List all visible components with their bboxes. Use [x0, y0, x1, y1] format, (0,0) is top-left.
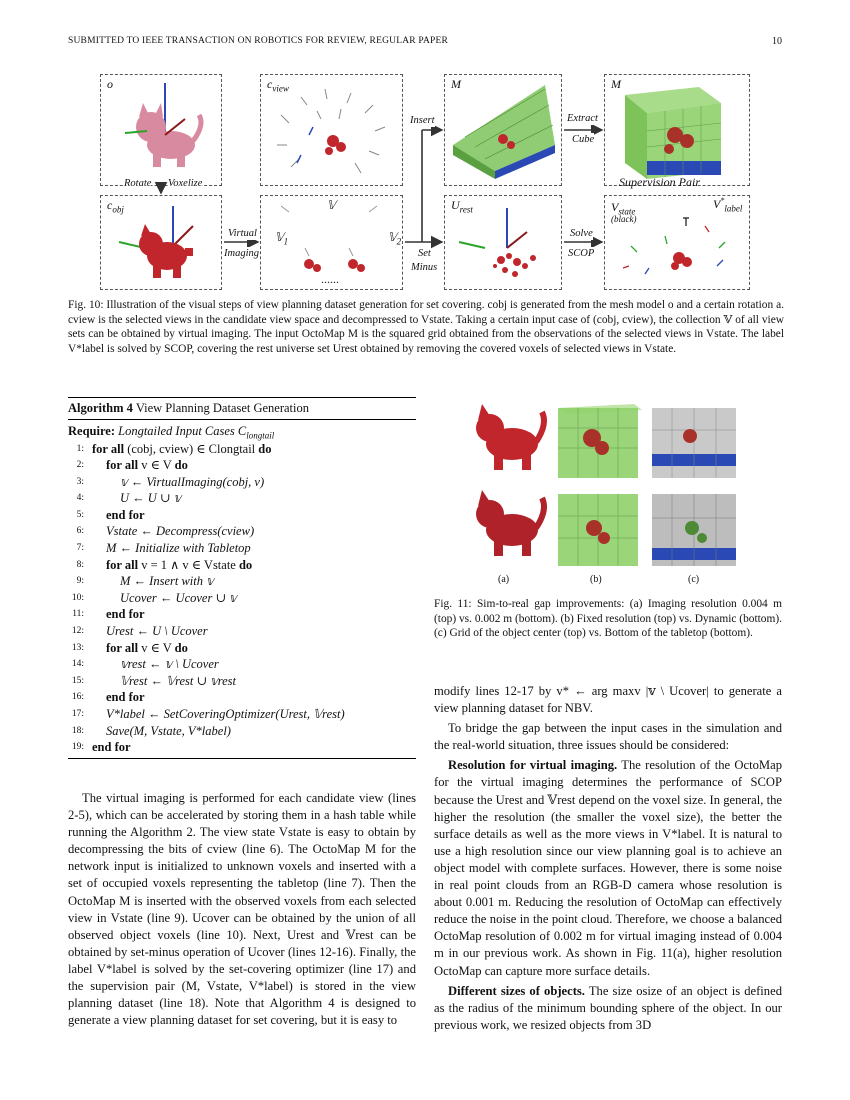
panel-label-m: M	[451, 77, 461, 91]
algorithm-line-number: 10:	[71, 592, 84, 603]
panel-label-vset: 𝕍	[327, 198, 336, 212]
panel-label-cview: $c_{view}$	[267, 77, 289, 94]
sim-to-real-image-grid	[466, 398, 756, 588]
algorithm-line-number: 19:	[71, 742, 84, 753]
algorithm-line	[68, 590, 416, 607]
algorithm-line-number: 6:	[76, 526, 84, 537]
figure-10	[100, 74, 750, 294]
algorithm-line-code: M ← Insert with 𝕧	[120, 574, 214, 589]
flow-label-extract: Extract	[567, 113, 598, 124]
algorithm-line-code: V*label ← SetCoveringOptimizer(Urest, 𝕍rest)	[106, 707, 345, 721]
flow-label-set: Set	[418, 248, 431, 259]
flow-label-voxelize: Voxelize	[168, 178, 203, 189]
fig11-label-c: (c)	[688, 574, 700, 585]
figure-11-caption: Fig. 11: Sim-to-real gap improvements: (a) Imaging resolution 0.004 m (top) vs. 0.002 m (bottom). (b) Fixed resolution (top) vs. Dynamic (bottom). (c) Grid of the object center (top) vs. Bottom of the tabletop (bottom).	[434, 598, 783, 639]
algorithm-line	[68, 490, 416, 507]
panel-label-m2: M	[611, 77, 621, 91]
flow-label-virtual: Virtual	[228, 228, 257, 239]
algorithm-line	[68, 623, 416, 640]
flow-label-insert: Insert	[410, 115, 435, 126]
flow-label-minus: Minus	[411, 262, 438, 273]
panel-label-cobj: $c_{obj}$	[107, 198, 124, 215]
algorithm-line-code: end for	[106, 690, 145, 705]
paragraph-nbv: modify lines 12-17 by v* ← arg maxv |𝕧 \ Ucover| to generate a view planning dataset for NBV.	[434, 684, 782, 716]
flow-label-scop: SCOP	[568, 248, 595, 259]
algorithm-line-number: 4:	[76, 493, 84, 504]
algorithm-line-number: 2:	[76, 460, 84, 471]
running-header: SUBMITTED TO IEEE TRANSACTION ON ROBOTICS FOR REVIEW, REGULAR PAPER	[68, 36, 449, 46]
algorithm-title: Algorithm 4 View Planning Dataset Generation	[68, 398, 416, 420]
algorithm-line	[68, 689, 416, 706]
algorithm-line-code: 𝕧 ← VirtualImaging(cobj, v)	[120, 474, 265, 489]
figure-10-caption: Fig. 10: Illustration of the visual steps of view planning dataset generation for set covering. cobj is generated from the mesh model o and a certain rotation a. cview is the selected views in the candidate view space and decompressed to Vstate. Taking a certain input case of (cobj, cview), the collection 𝕍 of all view sets can be obtained by virtual imaging. The input OctoMap M is the squared grid obtained from the observations of the selected views in Vstate. The label V*label is solved by SCOP, covering the rest universe set Urest obtained by removing the covered voxels of selected views in Vstate.	[68, 299, 784, 355]
algorithm-line-number: 12:	[71, 626, 84, 637]
algorithm-line-number: 8:	[76, 559, 84, 570]
algorithm-line-code: for all v ∈ V do	[106, 458, 188, 473]
algorithm-line	[68, 606, 416, 623]
algorithm-line-number: 16:	[71, 692, 84, 703]
red-cat-top	[476, 404, 544, 470]
algorithm-line-number: 3:	[76, 476, 84, 487]
algorithm-line-code: Urest ← U \ Ucover	[106, 624, 208, 639]
algorithm-line-number: 9:	[76, 576, 84, 587]
algorithm-line	[68, 739, 416, 756]
panel-label-urest: $U_{rest}$	[451, 198, 473, 215]
algorithm-line	[68, 723, 416, 740]
algorithm-line-code: end for	[106, 607, 145, 622]
paragraph-resolution: Resolution for virtual imaging. The resolution of the OctoMap for the virtual imaging determines the performance of SCOP because the Urest and 𝕍rest depend on the voxel size. In general, the higher the resolution (the smaller the voxel size), the better the surface details as well as the more views in V*label. It is natural to use a high resolution since our view planning goal is to achieve an object model with complete surfaces. However, there is some noise in real point clouds from an RGB-D camera whose resolution is about 0.001 m. Reducing the resolution of OctoMap can effectively reduce the noise in the point cloud. Therefore, we choose a balanced OctoMap resolution of 0.002 m for virtual imaging instead of 0.004 m in our previous work. As shown in Fig. 11(a), higher resolution OctoMap can capture more surface details.	[434, 758, 782, 978]
left-column-paragraph: The virtual imaging is performed for each candidate view (lines 2-5), which can be accelerated by storing them in a hash table while running the Algorithm 2. The view state Vstate is easy to obtain by decompressing the bits of cview (line 6). The OctoMap M for the network input is initialized to unknown voxels and inserted with a set of occupied voxels representing the tabletop (line 7). Then the OctoMap M is inserted with the observed voxels from each selected view in Vstate (line 9). Ucover can be obtained by the union of all observed object voxels (line 10). Next, Urest and 𝕍rest can be obtained by set-minus operation of Ucover (lines 12-16). Finally, the label V*label is solved by the set-covering optimizer (line 17) and the supervision pair (M, Vstate, V*label) is stored in the view planning dataset (line 18). Note that Algorithm 4 is designed to generate a view planning dataset for set covering, but it is easy to	[68, 791, 416, 1028]
flow-label-imaging: Imaging	[224, 248, 259, 259]
algorithm-line-code: for all (cobj, cview) ∈ Clongtail do	[92, 441, 272, 456]
algorithm-line-code: 𝕍rest ← 𝕍rest ∪ 𝕧rest	[120, 673, 236, 688]
algorithm-line-number: 15:	[71, 675, 84, 686]
algorithm-line	[68, 557, 416, 574]
algorithm-4	[68, 397, 416, 759]
flow-label-rotate: Rotate	[124, 178, 152, 189]
grey-grid-bottom	[652, 494, 736, 566]
algorithm-require: Require: Longtailed Input Cases $C_{longtail}$	[68, 424, 275, 441]
algorithm-line	[68, 474, 416, 491]
algorithm-line-number: 13:	[71, 642, 84, 653]
algorithm-line-number: 7:	[76, 543, 84, 554]
algorithm-line	[68, 457, 416, 474]
algorithm-line-number: 17:	[71, 709, 84, 719]
more-dots: ......	[321, 272, 339, 286]
algorithm-line-number: 18:	[71, 725, 84, 736]
algorithm-line	[68, 540, 416, 557]
algorithm-line-code: end for	[106, 507, 145, 522]
fig11-label-a: (a)	[498, 574, 510, 585]
algorithm-line-number: 1:	[76, 443, 84, 454]
algorithm-line	[68, 507, 416, 524]
algorithm-lines	[68, 441, 416, 756]
algorithm-line-number: 11:	[72, 609, 84, 620]
black-note: (black)	[611, 214, 637, 224]
algorithm-line-code: for all v ∈ V do	[106, 640, 188, 655]
supervision-pair-label: Supervision Pair	[619, 175, 700, 189]
green-grid-bottom	[558, 494, 638, 566]
panel-label-vstate: $V_{state}$	[611, 200, 636, 217]
panel-label-o: o	[107, 77, 113, 91]
algorithm-line	[68, 573, 416, 590]
panel-label-vlabel: $V^*_{label}$	[713, 196, 743, 214]
algorithm-line-code: 𝕧rest ← 𝕧 \ Ucover	[120, 657, 219, 672]
figure-11	[466, 398, 756, 588]
paragraph-object-sizes: Different sizes of objects. The size osize of an object is defined as the radius of the minimum bounding sphere of the object. In our previous work, we resized objects from 3D	[434, 983, 782, 1032]
page-number: 10	[772, 36, 782, 47]
right-column-text	[434, 683, 782, 1037]
algorithm-line	[68, 523, 416, 540]
algorithm-line-code: Vstate ← Decompress(cview)	[106, 524, 255, 539]
algorithm-line	[68, 441, 416, 458]
algorithm-line-code: end for	[92, 740, 131, 755]
algorithm-line-number: 5:	[76, 509, 84, 520]
algorithm-line-code: M ← Initialize with Tabletop	[106, 541, 251, 556]
flow-label-cube: Cube	[572, 134, 595, 145]
algorithm-line	[68, 656, 416, 673]
algorithm-line	[68, 706, 416, 723]
algorithm-line	[68, 673, 416, 690]
algorithm-line-code: Save(M, Vstate, V*label)	[106, 723, 231, 738]
v2-label: 𝕍$_2$	[388, 230, 402, 247]
red-cat-bottom	[476, 490, 544, 556]
algorithm-line	[68, 640, 416, 657]
grey-grid-top	[652, 408, 736, 478]
algorithm-line-code: Ucover ← Ucover ∪ 𝕧	[120, 590, 237, 605]
algorithm-line-code: for all v = 1 ∧ v ∈ Vstate do	[106, 557, 253, 572]
algorithm-line-number: 14:	[71, 659, 84, 670]
algorithm-line-code: U ← U ∪ 𝕧	[120, 491, 182, 506]
v1-label: 𝕍$_1$	[275, 230, 289, 247]
paragraph-sim-to-real: To bridge the gap between the input cases in the simulation and the real-world situation, three issues should be considered:	[434, 721, 782, 753]
green-grid-top	[558, 404, 642, 478]
flow-label-solve: Solve	[570, 228, 593, 239]
fig11-label-b: (b)	[590, 574, 602, 585]
